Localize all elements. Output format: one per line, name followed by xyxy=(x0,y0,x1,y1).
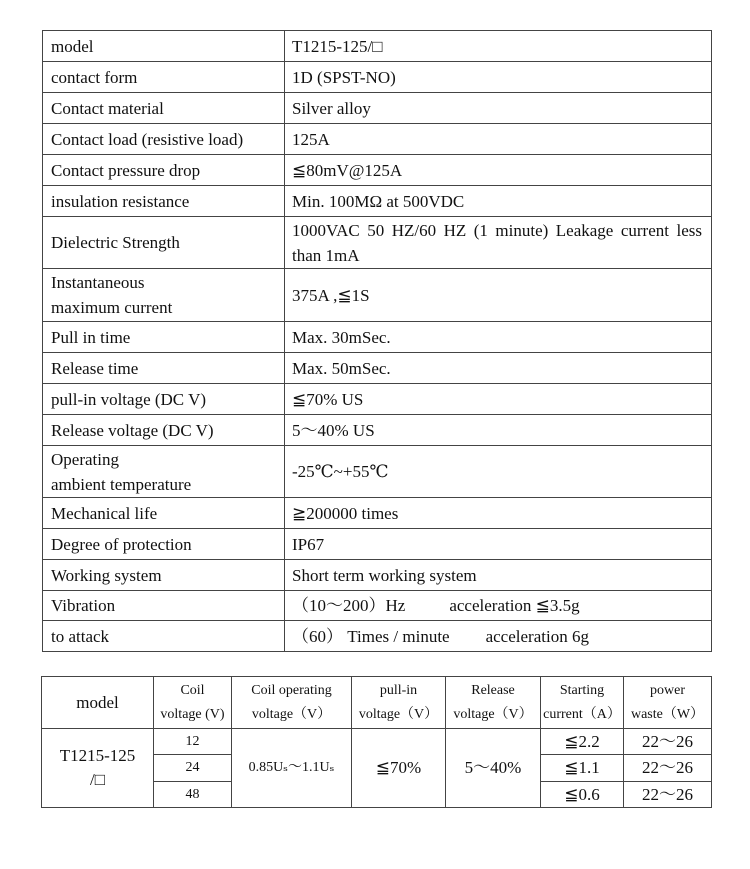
spec-label: Degree of protection xyxy=(43,529,285,560)
spec-label xyxy=(43,269,285,322)
header-line: voltage (V) xyxy=(160,706,225,722)
spec-value: -25℃~+55℃ xyxy=(285,446,712,498)
starting-current-cell: ≦0.6 xyxy=(541,782,624,808)
spec-value: 5～40% US xyxy=(285,415,712,446)
spec-row-model xyxy=(43,31,712,62)
header-line: voltage（V） xyxy=(251,706,332,722)
header-pull-in-voltage xyxy=(352,677,446,729)
spec-label: Release voltage (DC V) xyxy=(43,415,285,446)
header-line: current（A） xyxy=(543,706,621,722)
header-starting-current xyxy=(541,677,624,729)
spec-label: contact form xyxy=(43,62,285,93)
spec-label: Release time xyxy=(43,353,285,384)
power-waste-cell: 22～26 xyxy=(624,782,712,808)
spec-value: ≦80mV@125A xyxy=(285,155,712,186)
spec-row-vibration xyxy=(43,591,712,621)
spec-row-ambient-temperature xyxy=(43,446,712,498)
spec-row-release-time xyxy=(43,353,712,384)
header-coil-operating-voltage xyxy=(232,677,352,729)
spec-value xyxy=(285,621,712,652)
spec-label: insulation resistance xyxy=(43,186,285,217)
spec-label: Dielectric Strength xyxy=(43,217,285,269)
spec-label: Contact load (resistive load) xyxy=(43,124,285,155)
spec-row-pressure-drop xyxy=(43,155,712,186)
coil-voltage-cell: 48 xyxy=(154,782,232,808)
spec-value: Min. 100MΩ at 500VDC xyxy=(285,186,712,217)
spec-value: 1D (SPST-NO) xyxy=(285,62,712,93)
release-cell: 5～40% xyxy=(446,729,541,808)
spec-label: Contact material xyxy=(43,93,285,124)
spec-label: Vibration xyxy=(43,591,285,621)
spec-row-contact-form xyxy=(43,62,712,93)
spec-row-contact-load xyxy=(43,124,712,155)
operating-voltage-cell: 0.85Uₛ～1.1Uₛ xyxy=(232,729,352,808)
header-line: Starting xyxy=(559,682,605,698)
attack-rate: （60） Times / minute xyxy=(292,626,450,646)
spec-value: 375A ,≦1S xyxy=(285,269,712,322)
model-name xyxy=(42,729,154,808)
header-line: power xyxy=(650,682,685,698)
coil-voltage-cell: 12 xyxy=(154,729,232,755)
header-line: voltage（V） xyxy=(453,706,533,722)
vibration-acceleration: acceleration ≦3.5g xyxy=(449,596,580,615)
spec-row-dielectric xyxy=(43,217,712,269)
spec-label-line: ambient temperature xyxy=(51,474,192,494)
spec-value: Max. 30mSec. xyxy=(285,322,712,353)
spec-label-line: maximum current xyxy=(51,298,173,317)
spec-value: 1000VAC 50 HZ/60 HZ (1 minute) Leakage current less than 1mA xyxy=(285,217,712,269)
starting-current-cell: ≦2.2 xyxy=(541,729,624,755)
spec-row-working-system xyxy=(43,560,712,591)
spec-label: model xyxy=(43,31,285,62)
spec-label: Working system xyxy=(43,560,285,591)
coil-voltage-cell: 24 xyxy=(154,755,232,782)
header-power-waste xyxy=(624,677,712,729)
model-name-line: /□ xyxy=(90,770,105,789)
spec-label: to attack xyxy=(43,621,285,652)
spec-value: ≧200000 times xyxy=(285,498,712,529)
power-waste-cell: 22～26 xyxy=(624,729,712,755)
spec-row-insulation xyxy=(43,186,712,217)
header-coil-voltage xyxy=(154,677,232,729)
model-table xyxy=(41,676,712,808)
spec-table xyxy=(42,30,712,652)
spec-label: Pull in time xyxy=(43,322,285,353)
spec-row-mechanical-life xyxy=(43,498,712,529)
spec-label: Contact pressure drop xyxy=(43,155,285,186)
header-line: voltage（V） xyxy=(358,706,439,722)
starting-current-cell: ≦1.1 xyxy=(541,755,624,782)
header-model: model xyxy=(42,677,154,729)
power-waste-cell: 22～26 xyxy=(624,755,712,782)
spec-label: pull-in voltage (DC V) xyxy=(43,384,285,415)
spec-row-to-attack xyxy=(43,621,712,652)
spec-row-pull-in-time xyxy=(43,322,712,353)
model-table-header xyxy=(42,677,712,729)
spec-row-contact-material xyxy=(43,93,712,124)
pull-in-cell: ≦70% xyxy=(352,729,446,808)
header-line: pull-in xyxy=(379,682,418,698)
spec-label-line: Operating xyxy=(51,449,119,469)
model-row xyxy=(42,729,712,755)
model-name-line: T1215-125 xyxy=(59,746,136,765)
spec-value: Silver alloy xyxy=(285,93,712,124)
spec-label: Mechanical life xyxy=(43,498,285,529)
spec-value: 125A xyxy=(285,124,712,155)
header-line: waste（W） xyxy=(630,706,705,722)
spec-label xyxy=(43,446,285,498)
spec-value: IP67 xyxy=(285,529,712,560)
spec-row-protection xyxy=(43,529,712,560)
spec-value: ≦70% US xyxy=(285,384,712,415)
attack-acceleration: acceleration 6g xyxy=(485,626,589,646)
spec-value: T1215-125/□ xyxy=(285,31,712,62)
spec-row-instantaneous-current xyxy=(43,269,712,322)
spec-value: Short term working system xyxy=(285,560,712,591)
spec-value xyxy=(285,591,712,621)
vibration-frequency: （10～200）Hz xyxy=(292,596,406,615)
spec-row-pull-in-voltage xyxy=(43,384,712,415)
header-release-voltage xyxy=(446,677,541,729)
header-line: Coil operating xyxy=(251,682,332,698)
header-line: Release xyxy=(471,682,515,698)
spec-label-line: Instantaneous xyxy=(51,273,145,292)
header-line: Coil xyxy=(180,682,205,698)
spec-row-release-voltage xyxy=(43,415,712,446)
spec-value: Max. 50mSec. xyxy=(285,353,712,384)
